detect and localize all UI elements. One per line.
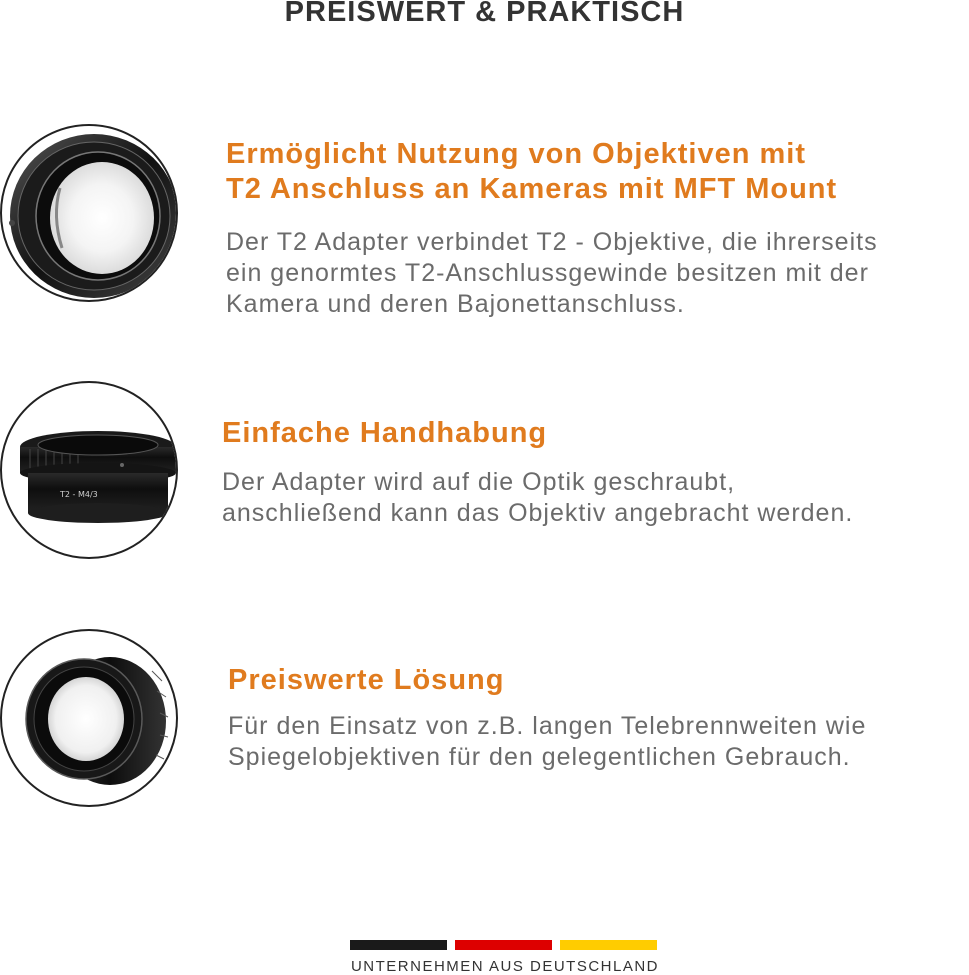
feature-heading: Preiswerte Lösung: [228, 664, 505, 696]
feature-description: Der T2 Adapter verbindet T2 - Objektive, die ihrerseits ein genormtes T2-Anschlussgewinde besitzen mit der Kamera und deren Bajonettanschluss.: [226, 228, 878, 318]
feature-heading: Einfache Handhabung: [222, 417, 548, 449]
page-title: PREISWERT & PRAKTISCH: [284, 0, 685, 28]
german-flag-bar: [350, 940, 658, 950]
feature-heading: Ermöglicht Nutzung von Objektiven mit T2 Anschluss an Kameras mit MFT Mount: [226, 138, 838, 205]
adapter-side-photo: [0, 381, 178, 559]
adapter-angled-photo: [0, 629, 178, 807]
flag-stripe-black: [350, 940, 447, 950]
footer-company-germany: UNTERNEHMEN AUS DEUTSCHLAND: [350, 958, 660, 975]
flag-stripe-red: [455, 940, 552, 950]
feature-description: Der Adapter wird auf die Optik geschraubt, anschließend kann das Objektiv angebracht werden.: [222, 468, 854, 527]
adapter-front-photo: [0, 124, 178, 302]
feature-description: Für den Einsatz von z.B. langen Telebrennweiten wie Spiegelobjektiven für den gelegentlichen Gebrauch.: [228, 712, 867, 771]
flag-stripe-gold: [560, 940, 657, 950]
adapter-engraving: T2 - M4/3: [60, 490, 98, 499]
